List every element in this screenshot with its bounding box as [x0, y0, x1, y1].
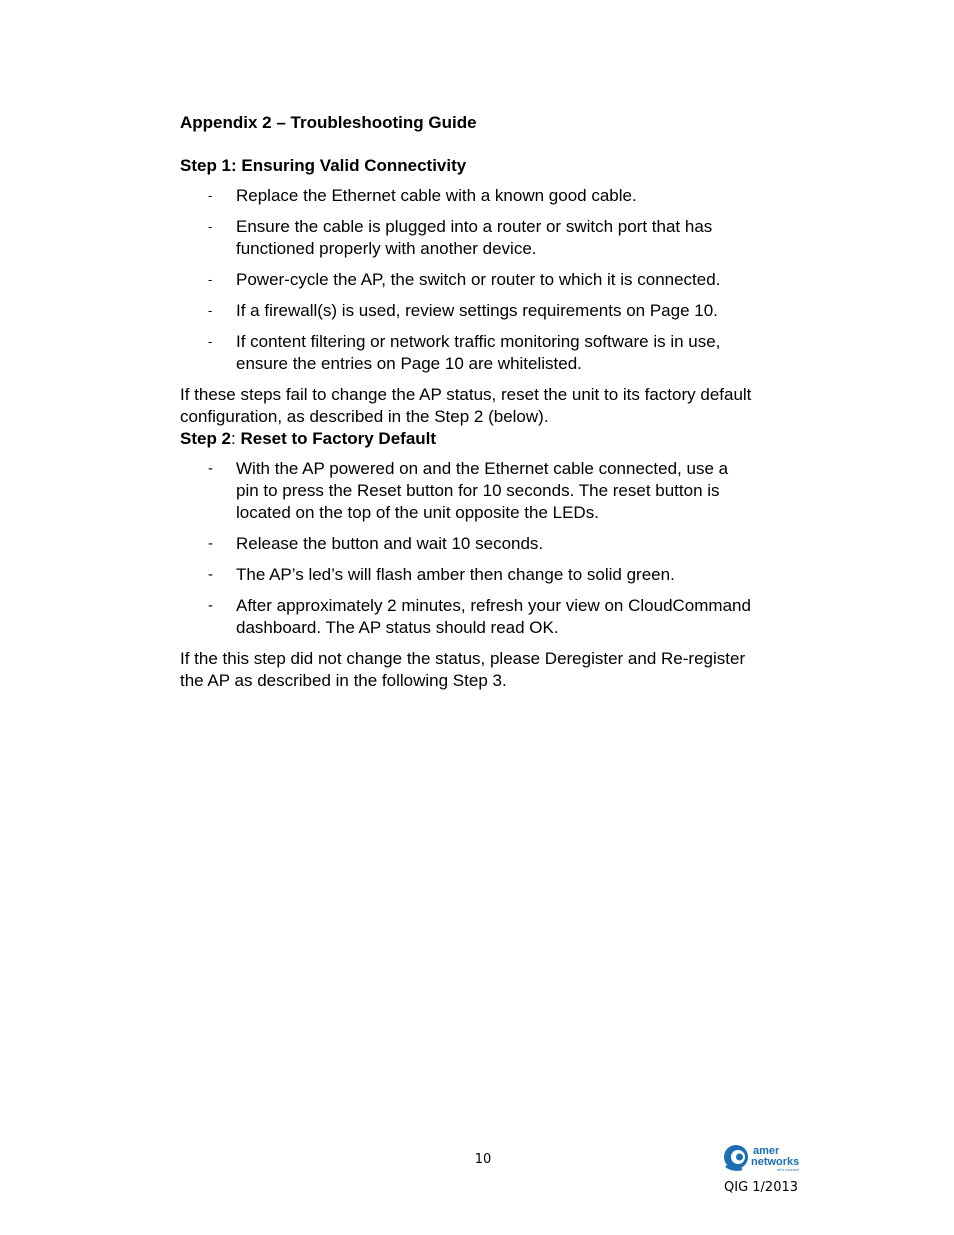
list-item-text: If content filtering or network traffic monitoring software is in use, ensure the entries on Page 10 are whitelisted. [236, 332, 721, 373]
list-item [180, 595, 755, 639]
list-item-text: With the AP powered on and the Ethernet cable connected, use a pin to press the Reset button for 10 seconds. The reset button is located on the top of the unit opposite the LEDs. [236, 459, 729, 522]
list-item-text: Ensure the cable is plugged into a router or switch port that has functioned properly with another device. [236, 217, 713, 258]
list-item-text: The AP’s led’s will flash amber then change to solid green. [236, 565, 675, 584]
paragraph-deregister-note: If the this step did not change the status, please Deregister and Re-register the AP as described in the following Step 3. [180, 649, 746, 690]
step2-heading-title: Reset to Factory Default [240, 429, 437, 448]
step2-heading-separator: : [231, 429, 236, 448]
logo-mark-icon [724, 1145, 748, 1170]
list-item-text: If a firewall(s) is used, review settings requirements on Page 10. [236, 301, 718, 320]
logo-text-top: amer [753, 1145, 780, 1157]
list-item [180, 533, 755, 555]
amer-networks-logo [722, 1140, 812, 1174]
list-item [180, 300, 755, 322]
list-item-text: Replace the Ethernet cable with a known good cable. [236, 186, 637, 205]
logo-text-bottom: networks [751, 1156, 800, 1168]
list-item-text: After approximately 2 minutes, refresh your view on CloudCommand dashboard. The AP status should read OK. [236, 596, 751, 637]
document-id: QIG 1/2013 [724, 1180, 799, 1195]
list-item [180, 216, 755, 260]
bullet-dash: - [208, 272, 213, 287]
bullet-dash: - [208, 303, 213, 318]
step2-heading [180, 428, 755, 450]
step1-heading: Step 1: Ensuring Valid Connectivity [180, 156, 467, 175]
list-item [180, 458, 755, 524]
bullet-dash: - [208, 566, 213, 583]
page-content [180, 112, 755, 692]
paragraph-reset-note: If these steps fail to change the AP status, reset the unit to its factory default configuration, as described in the Step 2 (below). [180, 385, 752, 426]
appendix-title: Appendix 2 – Troubleshooting Guide [180, 113, 477, 132]
bullet-dash: - [208, 460, 213, 477]
bullet-dash: - [208, 334, 213, 349]
bullet-dash: - [208, 219, 213, 234]
bullet-dash: - [208, 597, 213, 614]
page-number: 10 [474, 1152, 492, 1167]
list-item [180, 331, 755, 375]
list-item [180, 269, 755, 291]
step2-list [180, 458, 755, 639]
list-item [180, 185, 755, 207]
list-item-text: Power-cycle the AP, the switch or router to which it is connected. [236, 270, 721, 289]
logo-tagline: let's connect [777, 1167, 800, 1172]
list-item [180, 564, 755, 586]
bullet-dash: - [208, 188, 213, 203]
step2-heading-label: Step 2 [180, 429, 232, 448]
list-item-text: Release the button and wait 10 seconds. [236, 534, 544, 553]
bullet-dash: - [208, 535, 213, 552]
step1-list [180, 185, 755, 375]
